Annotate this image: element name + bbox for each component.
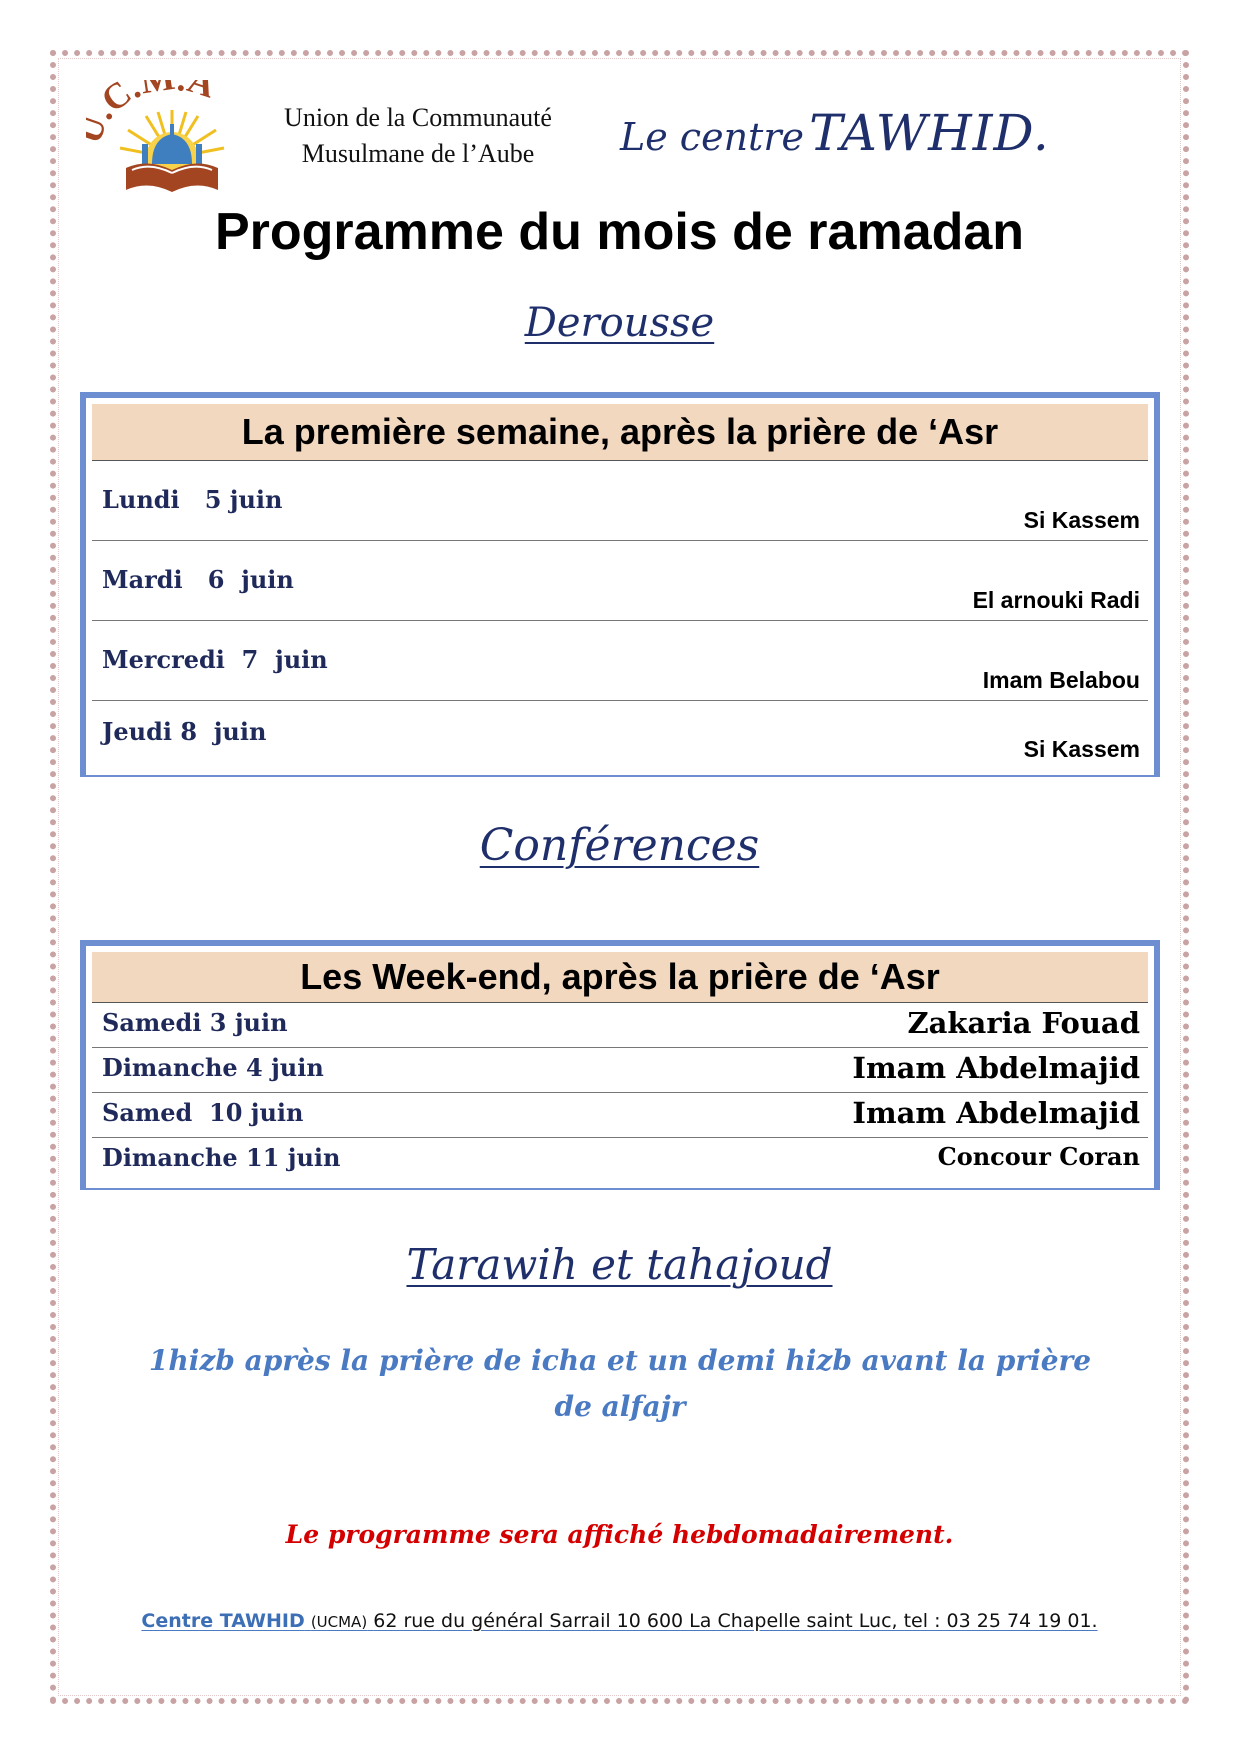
footer-center-name: Centre TAWHID — [141, 1610, 305, 1632]
row-speaker: Concour Coran — [937, 1142, 1140, 1171]
tarawih-title: Tarawih et tahajoud — [406, 1240, 833, 1289]
row-speaker: El arnouki Radi — [972, 587, 1140, 613]
row-speaker: Imam Abdelmajid — [852, 1096, 1140, 1130]
tarawih-heading — [0, 1240, 1239, 1289]
row-speaker: Si Kassem — [1023, 736, 1140, 762]
derousse-table — [80, 392, 1160, 777]
row-day: Mardi 6 juin — [102, 565, 294, 594]
row-speaker: Si Kassem — [1023, 507, 1140, 533]
conferences-table-header: Les Week-end, après la prière de ‘Asr — [92, 952, 1148, 1003]
row-speaker: Imam Abdelmajid — [852, 1051, 1140, 1085]
row-speaker: Imam Belabou — [982, 667, 1140, 693]
table-row — [92, 1003, 1148, 1048]
derousse-title: Derousse — [524, 300, 715, 346]
table-row — [92, 461, 1148, 541]
footer-address — [0, 1610, 1239, 1632]
derousse-heading — [0, 300, 1239, 346]
conferences-heading — [0, 820, 1239, 871]
weekly-note: Le programme sera affiché hebdomadairement. — [285, 1520, 954, 1549]
table-row — [92, 621, 1148, 701]
row-day: Dimanche 4 juin — [102, 1053, 324, 1082]
row-day: Lundi 5 juin — [102, 485, 283, 514]
table-row — [92, 1048, 1148, 1093]
page-title: Programme du mois de ramadan — [214, 203, 1025, 261]
row-day: Dimanche 11 juin — [102, 1143, 341, 1172]
table-row — [92, 541, 1148, 621]
row-speaker: Zakaria Fouad — [907, 1006, 1140, 1040]
row-day: Jeudi 8 juin — [102, 717, 267, 746]
footer-line — [141, 1610, 1097, 1632]
row-day: Samedi 3 juin — [102, 1008, 288, 1037]
org-line-1: Union de la Communauté — [284, 103, 552, 132]
table-row — [92, 701, 1148, 769]
row-day: Samed 10 juin — [102, 1098, 304, 1127]
center-title — [620, 104, 1180, 162]
ucma-logo — [86, 80, 256, 200]
table-row — [92, 1138, 1148, 1178]
conferences-table — [80, 940, 1160, 1190]
org-line-2: Musulmane de l’Aube — [301, 139, 535, 168]
organization-name — [258, 100, 578, 172]
table-row — [92, 1093, 1148, 1138]
center-name: TAWHID. — [809, 104, 1050, 162]
footer-org: (UCMA) — [310, 1613, 368, 1631]
tarawih-text: 1hizb après la prière de icha et un demi hizb avant la prière de alfajr — [148, 1344, 1092, 1423]
derousse-table-header: La première semaine, après la prière de ‘Asr — [92, 404, 1148, 461]
row-day: Mercredi 7 juin — [102, 645, 328, 674]
conferences-title: Conférences — [479, 820, 760, 871]
footer-address-text: 62 rue du général Sarrail 10 600 La Chapelle saint Luc, tel : 03 25 74 19 01. — [373, 1610, 1098, 1632]
logo-lettering: .C. A — [86, 80, 221, 127]
center-prefix: Le centre — [620, 115, 804, 159]
